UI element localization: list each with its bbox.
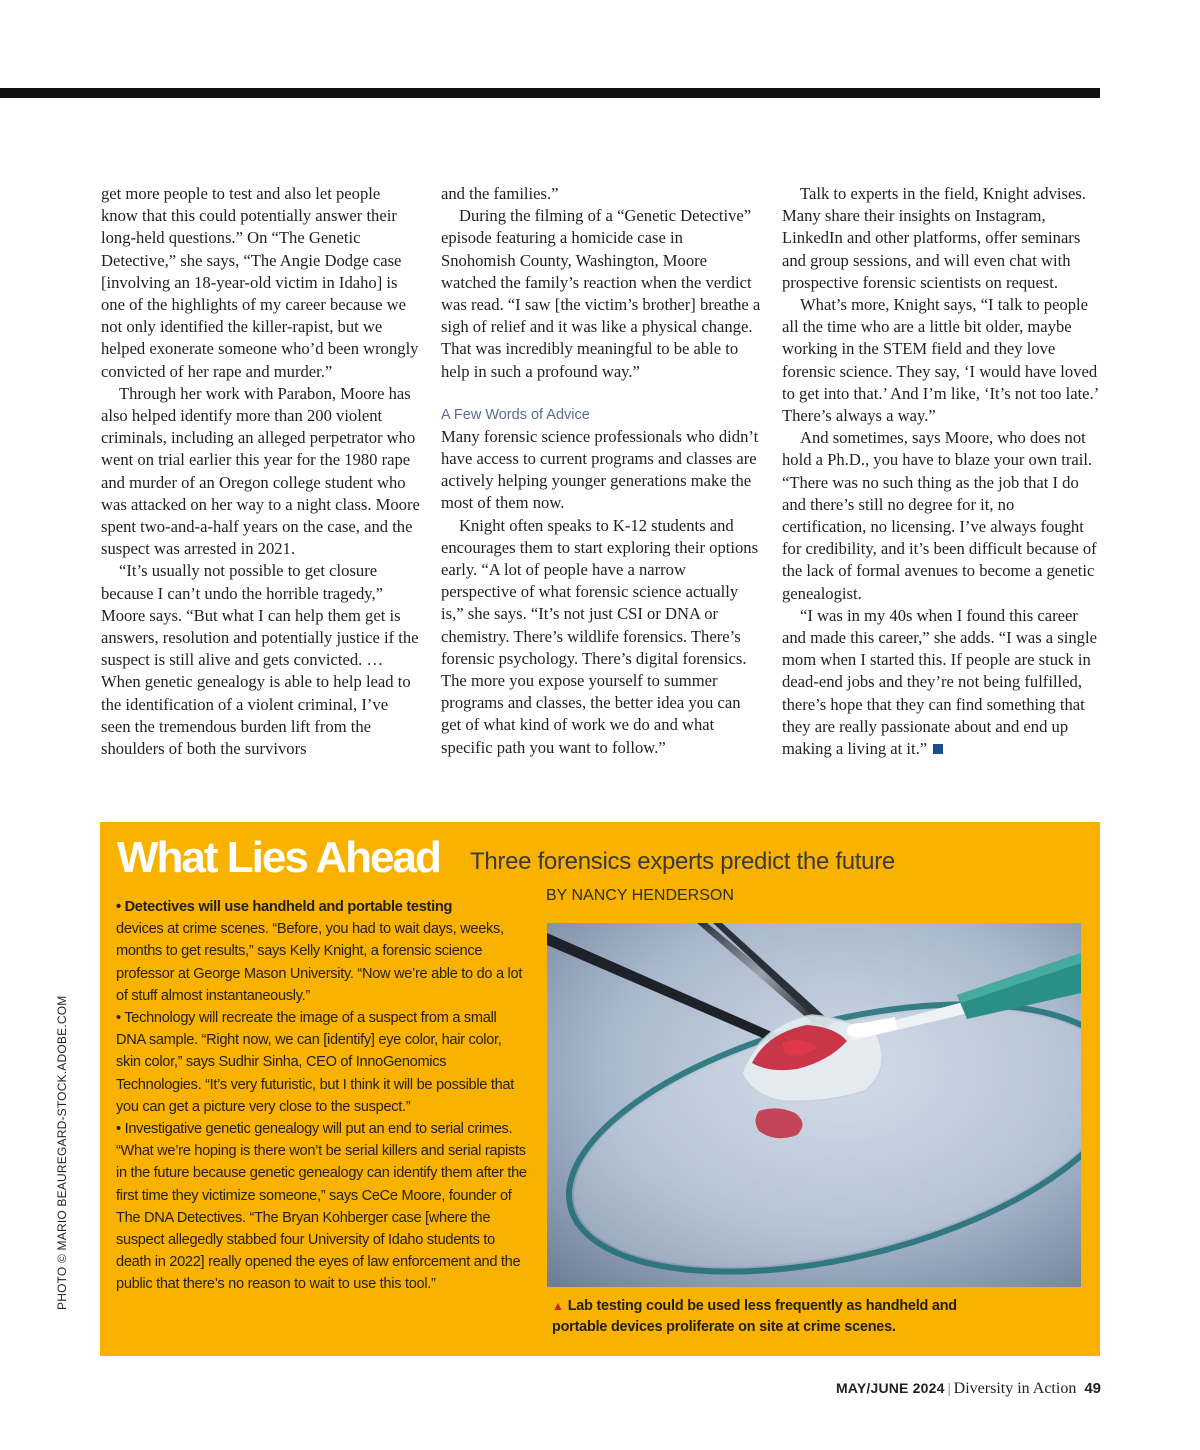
paragraph-text: “I was in my 40s when I found this career and made this career,” she adds. “I was a single mom when I started this. If people are stuck in dead-end jobs and they’re not being fulfilled, there’s hope that they can find something that they are really passionate about and end up making a living at it.” xyxy=(782,605,1097,759)
caption-text: Lab testing could be used less frequently as handheld and portable devices proliferate on site at crime scenes. xyxy=(552,1298,957,1335)
paragraph: Through her work with Parabon, Moore has also helped identify more than 200 violent criminals, including an alleged perpetrator who went on trial earlier this year for the 1980 rape and murder of an Oregon college student who was attacked on her way to a night class. Moore spent two-and-a-half years on the case, and the suspect was arrested in 2021. xyxy=(101,383,420,559)
prediction-body: devices at crime scenes. “Before, you had to wait days, weeks, months to get results,” says Kelly Knight, a forensic science professor at George Mason University. “Now we’re able to do a lot of stuff almost instantaneously.” xyxy=(116,921,523,1004)
prediction-lead: • Detectives will use handheld and portable testing xyxy=(116,899,453,915)
section-subhead: A Few Words of Advice xyxy=(441,406,590,423)
article-column-3 xyxy=(782,183,1102,760)
prediction-item: • Technology will recreate the image of a suspect from a small DNA sample. “Right now, we can [identify] eye color, hair color, skin color,” says Sudhir Sinha, CEO of InnoGenomics Technologies. “It’s very futuristic, but I think it will be possible that you can get a picture very close to the suspect.” xyxy=(116,1010,514,1115)
article-column-1 xyxy=(101,183,421,760)
folio-separator: | xyxy=(947,1381,951,1397)
end-mark-icon xyxy=(933,744,943,754)
photo-caption xyxy=(552,1296,982,1338)
issue-date: MAY/JUNE 2024 xyxy=(835,1380,945,1396)
triangle-icon: ▲ xyxy=(552,1299,564,1313)
paragraph: Knight often speaks to K-12 students and encourages them to start exploring their options early. “A lot of people have a narrow perspective of what forensic science actually is,” she says. “It’s not just CSI or DNA or chemistry. There’s wildlife forensics. There’s forensic psychology. There’s digital forensics. The more you expose yourself to summer programs and classes, the better idea you can get of what kind of work we do and what specific path you want to follow.” xyxy=(441,515,759,757)
top-rule xyxy=(0,88,1100,98)
sidebar-what-lies-ahead xyxy=(100,822,1100,1356)
last-paragraph xyxy=(782,605,1102,760)
paragraph: During the filming of a “Genetic Detective” episode featuring a homicide case in Snohomish County, Washington, Moore watched the family’s reaction when the verdict was read. “I saw [the victim’s brother] breathe a sigh of relief and it was like a physical change. That was incredibly meaningful to be able to help in such a profound way.” xyxy=(441,206,761,381)
lab-photo xyxy=(547,923,1081,1287)
paragraph: get more people to test and also let people know that this could potentially answer their long-held questions.” On “The Genetic Detective,” she says, “The Angie Dodge case [involving an 18-year-old victim in Idaho] is one of the highlights of my career because we not only identified the killer-rapist, but we helped exonerate someone who’d been wrongly convicted of her rape and murder.” xyxy=(101,184,419,381)
publication-name: Diversity in Action xyxy=(953,1380,1077,1397)
article-column-2 xyxy=(441,183,761,759)
paragraph: “It’s usually not possible to get closure because I can’t undo the horrible tragedy,” Moore says. “But what I can help them get is answers, resolution and potentially justice if the suspect is still alive and gets convicted. … When genetic genealogy is able to help lead to the identification of a violent criminal, I’ve seen the tremendous burden lift from the shoulders of both the survivors xyxy=(101,561,419,759)
sidebar-subtitle: Three forensics experts predict the future xyxy=(470,848,895,875)
paragraph: Many forensic science professionals who didn’t have access to current programs and classes are actively helping younger generations make the most of them now. xyxy=(441,426,759,513)
sidebar-title: What Lies Ahead xyxy=(117,833,440,882)
page-footer xyxy=(836,1380,1101,1398)
paragraph: What’s more, Knight says, “I talk to people all the time who are a little bit older, maybe working in the STEM field and they love forensic science. They say, ‘I would have loved to get into that.’ And I’m like, ‘It’s not too late.’ There’s always a way.” xyxy=(782,295,1098,426)
sidebar-body xyxy=(116,896,528,1296)
paragraph: And sometimes, says Moore, who does not hold a Ph.D., you have to blaze your own trail. “There was no such thing as the job that I do and there’s still no degree for it, no certification, no licensing. I’ve always fought for credibility, and it’s been difficult because of the lack of formal avenues to become a genetic genealogist. xyxy=(782,428,1097,603)
sidebar-byline: BY NANCY HENDERSON xyxy=(546,887,734,904)
photo-credit: PHOTO © MARIO BEAUREGARD-STOCK.ADOBE.COM xyxy=(55,995,69,1310)
page-number: 49 xyxy=(1084,1380,1101,1397)
paragraph: Talk to experts in the field, Knight advises. Many share their insights on Instagram, LinkedIn and other platforms, offer seminars and group sessions, and will even chat with prospective forensic scientists on request. xyxy=(782,184,1086,292)
prediction-item: • Investigative genetic genealogy will put an end to serial crimes. “What we’re hoping is there won’t be serial killers and serial rapists in the future because genetic genealogy can identify them after the first time they victimize someone,” says CeCe Moore, founder of The DNA Detectives. “The Bryan Kohberger case [where the suspect allegedly stabbed four University of Idaho students to death in 2022] really opened the eyes of law enforcement and the public that there’s no reason to wait to use this tool.” xyxy=(116,1121,527,1293)
paragraph: and the families.” xyxy=(441,184,559,203)
prediction-item xyxy=(116,896,528,1007)
